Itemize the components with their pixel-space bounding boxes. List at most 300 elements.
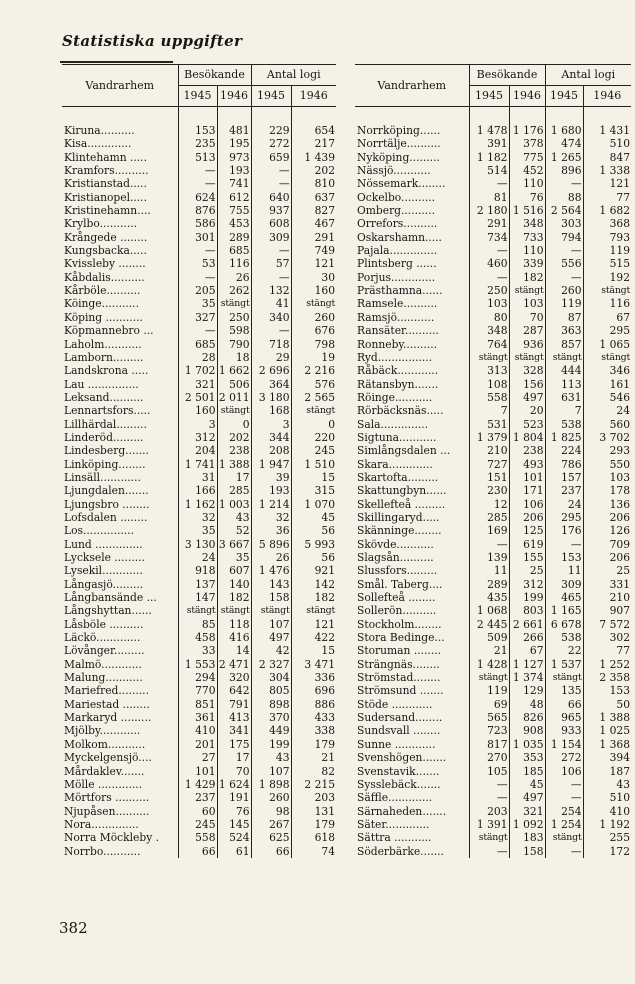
table-cell: 56	[291, 524, 336, 537]
hostel-name: Lillhärdal.........	[64, 417, 147, 431]
table-row	[62, 297, 336, 310]
column-header-name: Vandrarhem	[62, 65, 178, 107]
table-cell: 453	[217, 217, 251, 230]
table-cell: 586	[178, 217, 217, 230]
table-cell: 321	[178, 378, 217, 391]
table-cell: 2 216	[291, 364, 336, 377]
table-cell: 266	[509, 631, 545, 644]
table-row	[355, 831, 631, 844]
table-row	[62, 191, 336, 204]
table-cell: 43	[217, 511, 251, 524]
table-cell: 17	[217, 751, 251, 764]
table-row	[62, 378, 336, 391]
table-cell: 103	[583, 471, 631, 484]
table-cell: 1 192	[583, 818, 631, 831]
table-cell: 857	[545, 338, 583, 351]
table-row	[62, 524, 336, 537]
table-cell: 340	[251, 311, 291, 324]
table-cell: 206	[509, 511, 545, 524]
table-cell: 193	[217, 164, 251, 177]
table-cell: 368	[583, 217, 631, 230]
table-cell: 328	[509, 364, 545, 377]
table-cell: 289	[217, 231, 251, 244]
hostel-name: Röinge...........	[357, 390, 433, 404]
hostel-name: Nässjö...........	[357, 164, 431, 178]
table-cell: 15	[291, 644, 336, 657]
table-cell: 11	[545, 564, 583, 577]
hostel-name: Mariestad ........	[64, 697, 150, 711]
table-cell: 764	[469, 338, 509, 351]
table-cell: 793	[583, 231, 631, 244]
table-row	[62, 684, 336, 697]
table-cell: stängt	[545, 831, 583, 844]
table-cell: 696	[291, 684, 336, 697]
hostel-name: Mörtfors ..........	[64, 791, 150, 805]
hostel-name: Strängnäs........	[357, 657, 440, 671]
table-cell: 250	[469, 284, 509, 297]
table-cell: 467	[291, 217, 336, 230]
table-cell: 2 471	[218, 657, 250, 671]
hostel-name: Söderbärke.......	[357, 844, 444, 858]
hostel-name: Sudersand........	[357, 711, 443, 725]
table-row	[62, 538, 336, 551]
hostel-name: Rörbäcksnäs.....	[357, 404, 444, 418]
table-cell: 160	[291, 284, 336, 297]
table-cell: 741	[217, 177, 251, 190]
hostel-name: Norrbo...........	[64, 844, 141, 858]
table-cell: 24	[583, 404, 631, 417]
table-row	[62, 391, 336, 404]
table-cell: 810	[291, 177, 336, 190]
table-row	[355, 604, 631, 617]
table-cell: 422	[291, 631, 336, 644]
table-row	[62, 458, 336, 471]
column-header-beds: Antal logi	[545, 65, 631, 86]
table-cell: 285	[217, 484, 251, 497]
table-row	[355, 297, 631, 310]
table-cell: 791	[217, 698, 251, 711]
table-row	[355, 671, 631, 684]
table-cell: 1 516	[509, 204, 545, 217]
table-cell: 2 661	[509, 618, 545, 631]
hostel-name: Norra Möckleby .	[64, 831, 160, 845]
hostel-name: Lövånger.........	[64, 644, 145, 658]
table-cell: 538	[545, 418, 583, 431]
table-cell: —	[545, 244, 583, 257]
table-cell: 206	[583, 551, 631, 564]
table-cell: 175	[217, 738, 251, 751]
table-cell: 110	[509, 177, 545, 190]
hostel-name: Säffle.............	[357, 791, 433, 805]
table-cell: 1 265	[545, 151, 583, 164]
table-row	[355, 431, 631, 444]
table-cell: —	[469, 271, 509, 284]
table-row	[62, 351, 336, 364]
table-cell: 210	[469, 444, 509, 457]
table-row	[355, 564, 631, 577]
hostel-name: Strömsund .......	[357, 684, 444, 698]
year-header: 1946	[583, 86, 631, 107]
table-cell: 208	[251, 444, 291, 457]
table-cell: 1 476	[251, 564, 291, 577]
table-cell: 3 471	[291, 658, 336, 671]
table-cell: 113	[545, 378, 583, 391]
table-row	[62, 791, 336, 804]
table-cell: 331	[583, 578, 631, 591]
table-cell: 918	[178, 564, 217, 577]
table-cell: 1 680	[545, 124, 583, 137]
table-row	[355, 845, 631, 858]
table-cell: —	[178, 271, 217, 284]
hostel-name: Omberg..........	[357, 204, 435, 218]
hostel-name: Pajala..............	[357, 244, 438, 258]
hostel-name: Klintehamn .....	[64, 150, 147, 164]
table-cell: —	[469, 791, 509, 804]
table-cell: 178	[583, 484, 631, 497]
table-row	[62, 658, 336, 671]
table-row	[62, 831, 336, 844]
hostel-name: Strömstad........	[357, 671, 441, 685]
table-row	[62, 498, 336, 511]
table-cell: 937	[251, 204, 291, 217]
table-cell: 1 068	[469, 604, 509, 617]
table-row	[355, 458, 631, 471]
table-cell: 27	[178, 751, 217, 764]
table-cell: 77	[583, 191, 631, 204]
table-cell: 35	[178, 297, 217, 310]
table-cell: —	[178, 177, 217, 190]
table-cell: 847	[583, 151, 631, 164]
hostel-name: Stöde ............	[357, 697, 433, 711]
hostel-name: Köpmannebro ...	[64, 324, 154, 338]
hostel-name: Slagsån..........	[357, 551, 434, 564]
table-cell: 790	[217, 338, 251, 351]
hostel-name: Långshyttan......	[64, 604, 152, 618]
hostel-name: Los...............	[64, 524, 134, 538]
table-row	[355, 484, 631, 497]
table-cell: 410	[178, 724, 217, 737]
table-row	[355, 471, 631, 484]
table-cell: 202	[291, 164, 336, 177]
table-cell: 608	[251, 217, 291, 230]
table-cell: 237	[545, 484, 583, 497]
table-row	[355, 191, 631, 204]
hostel-name: Svenstavik.......	[357, 764, 440, 778]
table-cell: 238	[509, 444, 545, 457]
table-cell: 182	[291, 591, 336, 604]
hostel-name: Säter.............	[357, 817, 430, 831]
table-cell: 295	[583, 324, 631, 337]
table-cell: 254	[545, 805, 583, 818]
table-cell: 143	[251, 578, 291, 591]
table-cell: 827	[291, 204, 336, 217]
hostel-name: Sundsvall ........	[357, 724, 441, 738]
table-cell: 921	[291, 564, 336, 577]
table-cell: 676	[291, 324, 336, 337]
table-cell: 936	[509, 338, 545, 351]
hostel-name: Plintsberg ......	[357, 257, 437, 271]
hostel-name: Molkom...........	[64, 737, 146, 751]
table-cell: 140	[217, 578, 251, 591]
table-cell: 576	[291, 378, 336, 391]
table-cell: 224	[545, 444, 583, 457]
table-cell: 303	[545, 217, 583, 230]
table-row	[62, 444, 336, 457]
table-cell: 67	[583, 311, 631, 324]
table-row	[355, 324, 631, 337]
table-cell: stängt	[217, 404, 251, 417]
table-cell: 107	[251, 765, 291, 778]
table-cell: —	[469, 177, 509, 190]
table-cell: 255	[583, 831, 631, 844]
hostel-name: Sysslebäck.......	[357, 777, 441, 791]
hostel-name: Mårdaklev.......	[64, 764, 145, 778]
table-cell: stängt	[291, 604, 336, 617]
table-row	[355, 631, 631, 644]
table-cell: 1 374	[509, 671, 545, 684]
table-cell: 327	[178, 311, 217, 324]
table-row	[62, 338, 336, 351]
table-cell: 82	[291, 765, 336, 778]
table-cell: 803	[509, 604, 545, 617]
table-cell: 291	[291, 231, 336, 244]
hostel-name: Sättra ...........	[357, 831, 432, 845]
table-cell: 341	[217, 724, 251, 737]
table-cell: stängt	[469, 351, 509, 364]
table-cell: 158	[251, 591, 291, 604]
table-cell: 126	[583, 524, 631, 537]
hostel-name: Lamborn.........	[64, 350, 144, 364]
table-cell: 339	[509, 257, 545, 270]
hostel-name: Storuman ........	[357, 644, 442, 658]
table-cell: 3	[178, 418, 217, 431]
table-cell: 642	[217, 684, 251, 697]
table-cell: 378	[509, 137, 545, 150]
hostel-name: Landskrona .....	[64, 364, 149, 378]
table-cell: 786	[545, 458, 583, 471]
table-row	[62, 564, 336, 577]
table-cell: 510	[583, 791, 631, 804]
table-cell: 481	[217, 124, 251, 137]
column-header-visitors: Besökande	[178, 65, 251, 86]
table-cell: stängt	[509, 284, 545, 297]
year-header: 1945	[178, 86, 217, 107]
table-cell: 191	[217, 791, 251, 804]
table-cell: stängt	[545, 351, 583, 364]
hostel-name: Kårböle..........	[64, 284, 141, 298]
table-row	[355, 271, 631, 284]
table-cell: 312	[509, 578, 545, 591]
hostel-name: Skövde...........	[357, 537, 434, 551]
table-cell: —	[251, 271, 291, 284]
left-table	[62, 64, 336, 858]
table-row	[62, 137, 336, 150]
table-cell: 7 572	[583, 618, 631, 631]
table-row	[355, 137, 631, 150]
hostel-name: Kåbdalis..........	[64, 270, 145, 284]
table-cell: 187	[583, 765, 631, 778]
table-row	[355, 511, 631, 524]
table-cell: 1 429	[178, 778, 217, 791]
table-row	[62, 418, 336, 431]
table-cell: 2 501	[178, 391, 217, 404]
table-cell: —	[469, 778, 509, 791]
table-cell: 33	[178, 644, 217, 657]
table-cell: 474	[545, 137, 583, 150]
table-cell: 220	[291, 431, 336, 444]
table-cell: 560	[583, 418, 631, 431]
table-cell: 619	[509, 538, 545, 551]
hostel-name: Kristianstad.....	[64, 177, 147, 191]
table-cell: 353	[509, 751, 545, 764]
table-cell: 245	[178, 818, 217, 831]
table-row	[62, 364, 336, 377]
hostel-name: Njupåsen..........	[64, 804, 150, 818]
table-row	[355, 231, 631, 244]
hostel-name: Låsböle ..........	[64, 617, 144, 631]
table-cell: 70	[509, 311, 545, 324]
table-cell: 320	[217, 671, 251, 684]
table-row	[355, 364, 631, 377]
year-header: 1946	[509, 86, 545, 107]
table-cell: 514	[469, 164, 509, 177]
table-cell: 558	[178, 831, 217, 844]
hostel-name: Norrköping......	[357, 124, 441, 137]
table-cell: 22	[545, 644, 583, 657]
table-row	[62, 324, 336, 337]
table-cell: 546	[583, 391, 631, 404]
table-cell: —	[545, 778, 583, 791]
table-cell: 272	[251, 137, 291, 150]
table-cell: 182	[509, 271, 545, 284]
table-row	[62, 738, 336, 751]
table-cell: 685	[178, 338, 217, 351]
table-cell: 182	[217, 591, 251, 604]
table-row	[62, 284, 336, 297]
table-cell: 1 428	[469, 658, 509, 671]
table-cell: 775	[509, 151, 545, 164]
hostel-name: Leksand..........	[64, 390, 144, 404]
table-cell: 132	[251, 284, 291, 297]
table-cell: 1 682	[583, 204, 631, 217]
table-cell: 460	[469, 257, 509, 270]
table-cell: 160	[178, 404, 217, 417]
table-cell: stängt	[545, 671, 583, 684]
table-cell: 121	[583, 177, 631, 190]
table-cell: 105	[469, 765, 509, 778]
table-cell: 1 127	[509, 658, 545, 671]
table-cell: 172	[583, 845, 631, 858]
table-cell: 493	[509, 458, 545, 471]
hostel-name: Skillingaryd.....	[357, 510, 440, 524]
table-row	[355, 765, 631, 778]
hostel-name: Lund ..............	[64, 537, 143, 551]
table-cell: 80	[469, 311, 509, 324]
table-cell: 344	[251, 431, 291, 444]
table-cell: 202	[217, 431, 251, 444]
table-row	[62, 484, 336, 497]
table-row	[355, 338, 631, 351]
table-cell: 1 252	[583, 658, 631, 671]
table-cell: 76	[217, 805, 251, 818]
table-cell: 35	[178, 524, 217, 537]
table-cell: 1 176	[509, 124, 545, 137]
table-cell: 50	[583, 698, 631, 711]
table-cell: 826	[509, 711, 545, 724]
table-cell: —	[545, 271, 583, 284]
table-cell: 106	[509, 498, 545, 511]
table-cell: 203	[469, 805, 509, 818]
table-cell: 101	[509, 471, 545, 484]
table-cell: 3 667	[218, 537, 250, 551]
table-cell: 513	[178, 151, 217, 164]
table-cell: 538	[545, 631, 583, 644]
table-cell: 245	[291, 444, 336, 457]
table-cell: 2 011	[218, 390, 250, 404]
table-cell: 444	[545, 364, 583, 377]
table-cell: stängt	[217, 604, 251, 617]
table-cell: 1 537	[545, 658, 583, 671]
table-cell: 309	[251, 231, 291, 244]
hostel-name: Malmö............	[64, 657, 142, 671]
page-title: Statistiska uppgifter	[62, 32, 243, 50]
table-cell: 21	[469, 644, 509, 657]
hostel-name: Skellefteå .........	[357, 497, 446, 511]
table-cell: 933	[545, 724, 583, 737]
table-cell: —	[469, 244, 509, 257]
table-cell: 364	[251, 378, 291, 391]
table-cell: 295	[545, 511, 583, 524]
hostel-name: Linköping........	[64, 457, 146, 471]
table-cell: 151	[469, 471, 509, 484]
table-cell: 6 678	[545, 618, 583, 631]
table-cell: 798	[291, 338, 336, 351]
hostel-name: Lysekil............	[64, 564, 143, 578]
table-row	[355, 391, 631, 404]
hostel-name: Slussfors.........	[357, 564, 438, 578]
table-cell: —	[251, 164, 291, 177]
table-cell: 618	[291, 831, 336, 844]
table-cell: 119	[545, 297, 583, 310]
table-cell: 85	[178, 618, 217, 631]
hostel-name: Markaryd .........	[64, 711, 152, 725]
table-cell: 659	[251, 151, 291, 164]
table-row	[62, 578, 336, 591]
hostel-name: Kiruna..........	[64, 124, 135, 137]
table-cell: 394	[583, 751, 631, 764]
table-row	[62, 711, 336, 724]
table-cell: 410	[583, 805, 631, 818]
table-cell: 121	[291, 618, 336, 631]
table-cell: 69	[469, 698, 509, 711]
table-cell: 52	[217, 524, 251, 537]
table-cell: stängt	[178, 604, 217, 617]
table-cell: 88	[545, 191, 583, 204]
table-cell: 15	[291, 471, 336, 484]
hostel-name: Sala..............	[357, 417, 429, 431]
table-row	[355, 404, 631, 417]
table-cell: 42	[251, 644, 291, 657]
hostel-name: Långbansände ...	[64, 591, 157, 605]
table-row	[62, 751, 336, 764]
table-cell: stängt	[583, 284, 631, 297]
table-cell: 103	[469, 297, 509, 310]
table-cell: 1 025	[583, 724, 631, 737]
table-cell: 685	[217, 244, 251, 257]
table-cell: 158	[509, 845, 545, 858]
table-row	[355, 778, 631, 791]
table-row	[355, 791, 631, 804]
